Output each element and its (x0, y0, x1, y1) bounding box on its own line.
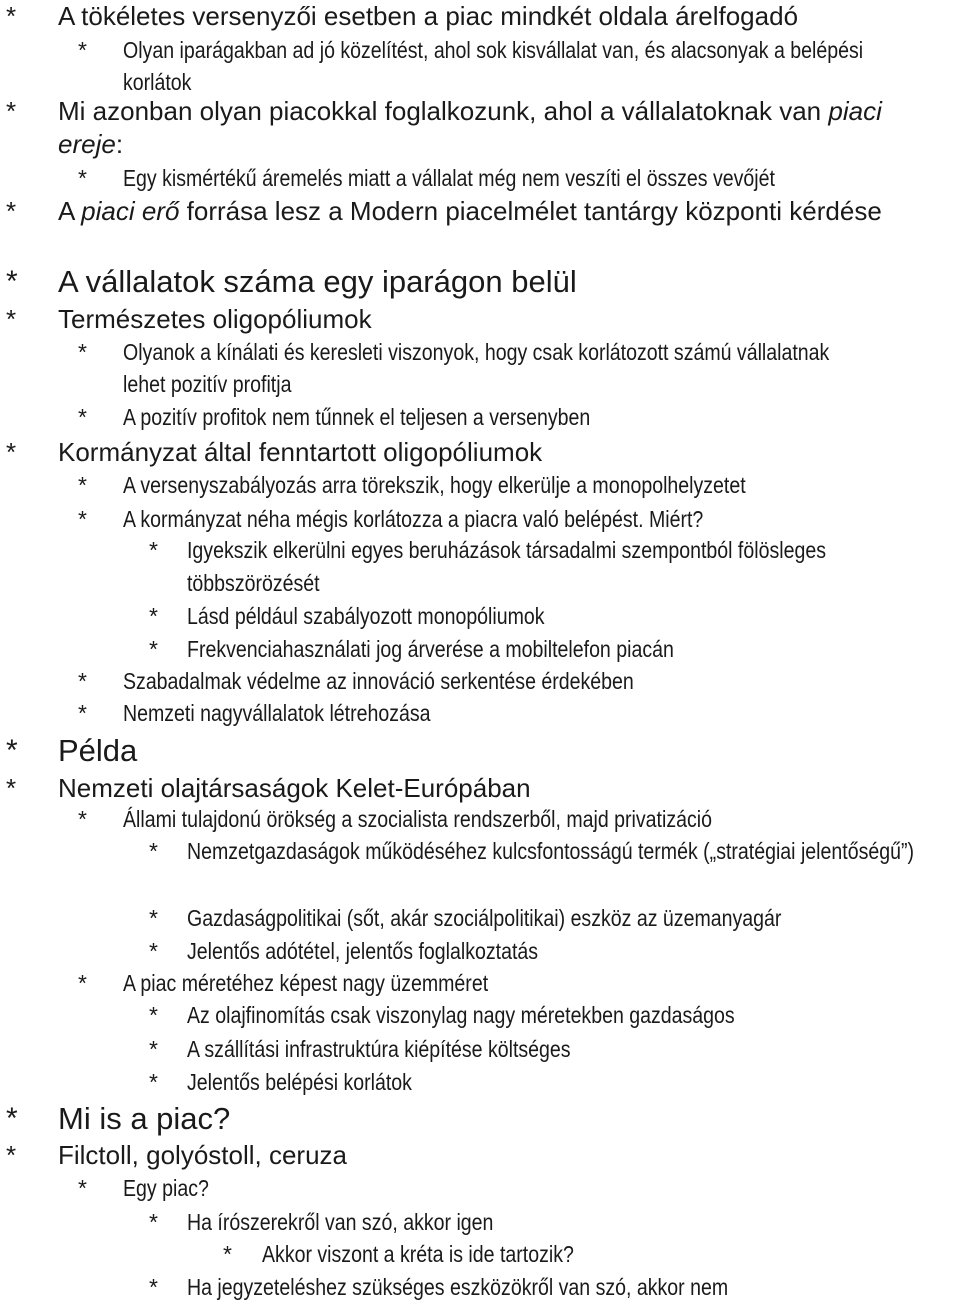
bullet-marker: * (149, 838, 158, 864)
bullet-marker: * (6, 1102, 18, 1135)
outline-item-text (187, 1033, 956, 1066)
text-run: Példa (58, 733, 138, 768)
text-run: Az olajfinomítás csak viszonylag nagy méretekben gazdaságos (187, 1002, 735, 1028)
outline-item-text (123, 469, 871, 501)
outline-item-text (187, 902, 956, 935)
text-run: A kormányzat néha mégis korlátozza a piacra való belépést. Miért? (123, 506, 704, 532)
text-run: Egy piac? (123, 1175, 209, 1201)
outline-item-text (123, 1172, 871, 1204)
outline-item-text (58, 95, 924, 161)
outline-item-text (58, 264, 924, 300)
bullet-marker: * (6, 734, 18, 767)
bullet-marker: * (149, 1209, 158, 1235)
outline-item-text (123, 401, 871, 433)
bullet-marker: * (149, 905, 158, 931)
bullet-marker: * (149, 537, 158, 563)
text-run: Filctoll, golyóstoll, ceruza (58, 1140, 347, 1170)
text-run: A szállítási infrastruktúra kiépítése költséges (187, 1036, 571, 1062)
text-run: Frekvenciahasználati jog árverése a mobiltelefon piacán (187, 636, 674, 662)
bullet-marker: * (78, 404, 87, 430)
bullet-marker: * (78, 668, 87, 694)
bullet-marker: * (78, 506, 87, 532)
text-run: Kormányzat által fenntartott oligopóliumok (58, 437, 543, 467)
bullet-marker: * (149, 1274, 158, 1300)
bullet-marker: * (149, 1002, 158, 1028)
outline-item-text (58, 195, 924, 228)
outline-item-text (123, 503, 871, 535)
outline-item-text (58, 1139, 924, 1172)
outline-item-text (123, 697, 871, 729)
bullet-marker: * (149, 636, 158, 662)
text-run: Mi azonban olyan piacokkal foglalkozunk, ahol a vállalatoknak van (58, 96, 829, 126)
text-run: Egy kismértékű áremelés miatt a vállalat még nem veszíti el összes vevőjét (123, 165, 775, 191)
outline-item-text (58, 303, 924, 336)
bullet-marker: * (78, 806, 87, 832)
text-run: Olyanok a kínálati és keresleti viszonyok, hogy csak korlátozott számú vállalatnak lehet pozitív profitja (123, 339, 830, 397)
bullet-marker: * (223, 1241, 232, 1267)
outline-item-text (262, 1238, 925, 1271)
text-run: A vállalatok száma egy iparágon belül (58, 264, 577, 299)
outline-item-text (123, 803, 871, 835)
bullet-marker: * (149, 1069, 158, 1095)
text-run: Gazdaságpolitikai (sőt, akár szociálpolitikai) eszköz az üzemanyagár (187, 905, 782, 931)
bullet-marker: * (78, 970, 87, 996)
outline-item-text (123, 665, 871, 697)
outline-item-text (187, 999, 956, 1032)
outline-item-text (123, 162, 871, 194)
text-run: Állami tulajdonú örökség a szocialista rendszerből, majd privatizáció (123, 806, 712, 832)
outline-item-text (187, 1206, 956, 1239)
bullet-marker: * (78, 700, 87, 726)
text-run: Ha jegyzeteléshez szükséges eszközökről van szó, akkor nem (187, 1274, 729, 1300)
text-run: A piac méretéhez képest nagy üzemméret (123, 970, 489, 996)
outline-item-text (123, 336, 871, 400)
bullet-marker: * (149, 938, 158, 964)
bullet-marker: * (6, 96, 17, 126)
outline-item-text (187, 935, 956, 968)
emphasized-term: piaci erő (81, 196, 180, 226)
text-run: Jelentős belépési korlátok (187, 1069, 412, 1095)
outline-item-text (187, 600, 956, 633)
bullet-marker: * (78, 472, 87, 498)
text-run: Lásd például szabályozott monopóliumok (187, 603, 545, 629)
outline-item-text (123, 34, 871, 98)
outline-item-text (58, 436, 924, 469)
text-run: Természetes oligopóliumok (58, 304, 372, 334)
bullet-marker: * (6, 304, 17, 334)
bullet-marker: * (6, 265, 18, 298)
outline-item-text (58, 772, 924, 805)
text-run: A (58, 196, 82, 226)
outline-item-text (123, 967, 871, 999)
outline-item-text (187, 1271, 956, 1304)
bullet-marker: * (149, 603, 158, 629)
text-run: Igyekszik elkerülni egyes beruházások társadalmi szempontból fölösleges többszörözését (187, 537, 826, 596)
outline-item-text (58, 1101, 924, 1137)
outline-item-text (58, 733, 924, 769)
bullet-marker: * (6, 437, 17, 467)
text-run: Akkor viszont a kréta is ide tartozik? (262, 1241, 574, 1267)
text-run: Nemzetgazdaságok működéséhez kulcsfontosságú termék („stratégiai jelentőségű”) (187, 838, 914, 864)
bullet-marker: * (78, 37, 87, 63)
text-run: Olyan iparágakban ad jó közelítést, ahol sok kisvállalat van, és alacsonyak a belépési korlátok (123, 37, 864, 95)
text-run: A pozitív profitok nem tűnnek el teljesen a versenyben (123, 404, 591, 430)
outline-item-text (187, 534, 956, 600)
bullet-marker: * (6, 1140, 17, 1170)
text-run: Ha írószerekről van szó, akkor igen (187, 1209, 494, 1235)
emphasized-term: piaci ereje (58, 96, 882, 159)
text-run: A versenyszabályozás arra törekszik, hogy elkerülje a monopolhelyzetet (123, 472, 746, 498)
text-run: Mi is a piac? (58, 1101, 231, 1136)
text-run: Nemzeti nagyvállalatok létrehozása (123, 700, 431, 726)
text-run: Nemzeti olajtársaságok Kelet-Európában (58, 773, 531, 803)
text-run: forrása lesz a Modern piacelmélet tantárgy központi kérdése (179, 196, 882, 226)
outline-item-text (58, 0, 924, 33)
text-run: Jelentős adótétel, jelentős foglalkoztatás (187, 938, 539, 964)
bullet-marker: * (149, 1036, 158, 1062)
bullet-marker: * (6, 1, 17, 31)
outline-item-text (187, 835, 956, 868)
bullet-marker: * (78, 1175, 87, 1201)
text-run: A tökéletes versenyzői esetben a piac mindkét oldala árelfogadó (58, 1, 799, 31)
bullet-marker: * (6, 196, 17, 226)
text-run: Szabadalmak védelme az innováció serkentése érdekében (123, 668, 634, 694)
outline-item-text (187, 633, 956, 666)
bullet-marker: * (78, 339, 87, 365)
bullet-marker: * (6, 773, 17, 803)
text-run: : (115, 129, 124, 159)
bullet-marker: * (78, 165, 87, 191)
outline-item-text (187, 1066, 956, 1099)
